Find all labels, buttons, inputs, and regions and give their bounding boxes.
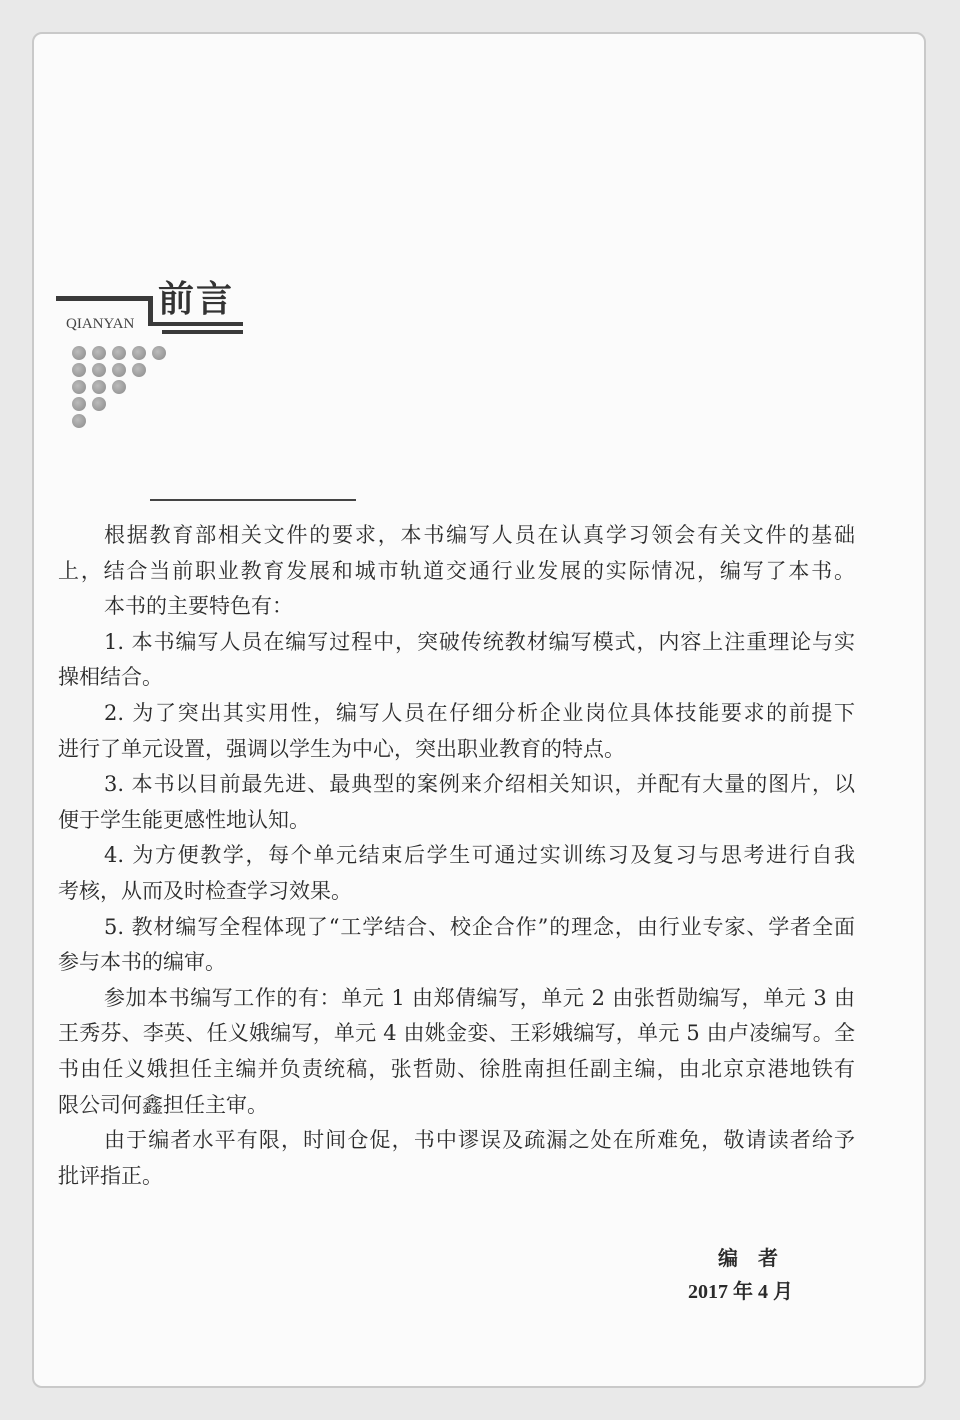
dot — [92, 346, 106, 360]
section-rule — [150, 499, 356, 501]
text-line: 进行了单元设置，强调以学生为中心，突出职业教育的特点。 — [58, 736, 625, 761]
text-line: 上，结合当前职业教育发展和城市轨道交通行业发展的实际情况，编写了本书。 — [58, 558, 855, 583]
dot — [92, 363, 106, 377]
text-line: 考核，从而及时检查学习效果。 — [58, 879, 352, 903]
text-line: 3. 本书以目前最先进、最典型的案例来介绍相关知识，并配有大量的图片，以 — [104, 772, 855, 797]
dot — [72, 414, 86, 428]
page-title-pinyin: QIANYAN — [66, 316, 135, 332]
text-line: 本书的主要特色有： — [104, 594, 293, 619]
text-line: 4. 为方便教学，每个单元结束后学生可通过实训练习及复习与思考进行自我 — [104, 843, 855, 868]
dot — [112, 380, 126, 394]
text-line: 限公司何鑫担任主审。 — [58, 1092, 268, 1117]
text-line: 王秀芬、李英、任义娥编写，单元 4 由姚金娈、王彩娥编写，单元 5 由卢凌编写。全 — [58, 1021, 855, 1046]
text-line: 参加本书编写工作的有：单元 1 由郑倩编写，单元 2 由张哲勋编写，单元 3 由 — [104, 985, 855, 1010]
dot — [132, 363, 146, 377]
text-line: 5. 教材编写全程体现了“工学结合、校企合作”的理念，由行业专家、学者全面 — [104, 914, 855, 939]
author-signature: 编 者 — [718, 1248, 778, 1270]
dot — [92, 397, 106, 411]
text-line: 根据教育部相关文件的要求，本书编写人员在认真学习领会有关文件的基础 — [104, 523, 855, 547]
dot — [72, 397, 86, 411]
dot — [92, 380, 106, 394]
text-line: 由于编者水平有限，时间仓促，书中谬误及疏漏之处在所难免，敬请读者给予 — [104, 1128, 855, 1153]
dot — [152, 346, 166, 360]
dot — [132, 346, 146, 360]
header-rule — [150, 322, 243, 326]
header-rule — [162, 330, 243, 334]
text-line: 2. 为了突出其实用性，编写人员在仔细分析企业岗位具体技能要求的前提下 — [104, 701, 855, 725]
dot — [72, 363, 86, 377]
header-rule — [56, 296, 152, 301]
text-line: 操相结合。 — [58, 665, 163, 690]
text-line: 1. 本书编写人员在编写过程中，突破传统教材编写模式，内容上注重理论与实 — [104, 629, 855, 654]
dot — [112, 363, 126, 377]
signature-date: 2017 年 4 月 — [688, 1281, 793, 1303]
dot — [72, 380, 86, 394]
text-line: 批评指正。 — [58, 1163, 163, 1188]
text-line: 参与本书的编审。 — [58, 950, 226, 975]
text-line: 便于学生能更感性地认知。 — [58, 807, 310, 832]
page-title: 前言 — [158, 279, 235, 320]
dot — [112, 346, 126, 360]
dot — [72, 346, 86, 360]
text-line: 书由任义娥担任主编并负责统稿，张哲勋、徐胜南担任副主编，由北京京港地铁有 — [58, 1057, 855, 1081]
